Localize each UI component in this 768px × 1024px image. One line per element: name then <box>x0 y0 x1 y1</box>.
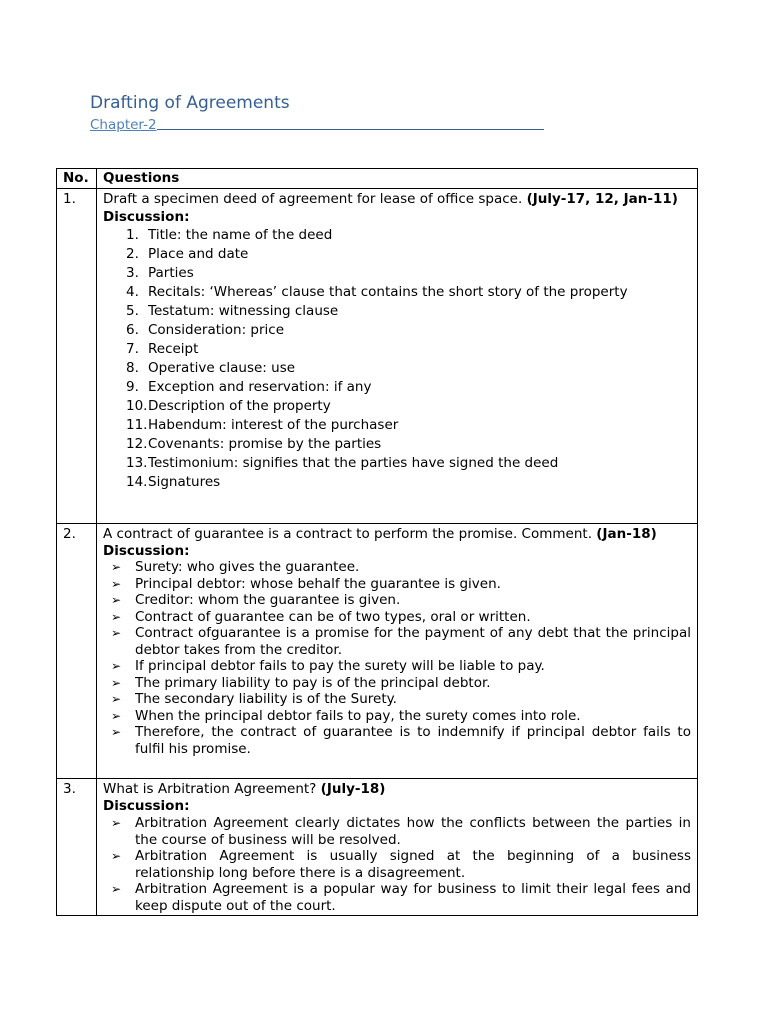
arrow-bullet-icon: ➢ <box>111 593 122 607</box>
list-item-text: Exception and reservation: if any <box>148 379 372 395</box>
table-header-row <box>57 169 698 189</box>
question-cell <box>97 189 698 524</box>
list-item <box>103 848 691 881</box>
list-item <box>103 264 691 283</box>
list-item-text: Habendum: interest of the purchaser <box>148 417 399 433</box>
list-item-number: 4. <box>126 284 139 300</box>
list-item-number: 14. <box>126 474 148 490</box>
chapter-label: Chapter-2 <box>90 117 157 133</box>
column-header-questions: Questions <box>97 169 698 189</box>
question-text <box>103 190 691 208</box>
subtitle-rule <box>157 129 544 130</box>
list-item-text: Arbitration Agreement is a popular way for business to limit their legal fees and keep dispute out of the court. <box>135 881 691 914</box>
list-item-text: Testimonium: signifies that the parties have signed the deed <box>148 455 559 471</box>
list-item <box>103 592 691 609</box>
list-item-text: Description of the property <box>148 398 331 414</box>
arrow-bullet-icon: ➢ <box>111 659 122 673</box>
question-body: A contract of guarantee is a contract to perform the promise. Comment. <box>103 526 592 542</box>
arrow-bullet-icon: ➢ <box>111 560 122 574</box>
list-item <box>103 302 691 321</box>
discussion-label: Discussion: <box>103 798 190 814</box>
question-text <box>103 780 691 798</box>
list-item-number: 10. <box>126 398 148 414</box>
list-item <box>103 724 691 757</box>
list-item-text: Arbitration Agreement is usually signed at the beginning of a business relationship long before there is a disagreement. <box>135 848 691 881</box>
list-item-number: 6. <box>126 322 139 338</box>
arrow-bullet-icon: ➢ <box>111 692 122 706</box>
list-item <box>103 473 691 492</box>
arrow-bullet-icon: ➢ <box>111 849 122 863</box>
bullet-list <box>103 559 691 757</box>
list-item-text: Signatures <box>148 474 221 490</box>
list-item-number: 5. <box>126 303 139 319</box>
list-item-number: 2. <box>126 246 139 262</box>
arrow-bullet-icon: ➢ <box>111 882 122 896</box>
questions-table <box>56 168 698 916</box>
list-item-text: Parties <box>148 265 194 281</box>
question-cell <box>97 779 698 916</box>
arrow-bullet-icon: ➢ <box>111 725 122 739</box>
row-number: 1. <box>57 189 97 524</box>
list-item-text: If principal debtor fails to pay the surety will be liable to pay. <box>135 658 545 674</box>
exam-reference: (Jan-18) <box>596 526 657 542</box>
list-item-number: 9. <box>126 379 139 395</box>
list-item <box>103 625 691 658</box>
list-item <box>103 708 691 725</box>
exam-reference: (July-17, 12, Jan-11) <box>526 191 678 207</box>
list-item <box>103 245 691 264</box>
arrow-bullet-icon: ➢ <box>111 816 122 830</box>
list-item-text: Surety: who gives the guarantee. <box>135 559 360 575</box>
list-item-text: Recitals: ‘Whereas’ clause that contains the short story of the property <box>148 284 628 300</box>
bullet-list <box>103 815 691 914</box>
arrow-bullet-icon: ➢ <box>111 708 122 723</box>
row-number: 3. <box>57 779 97 916</box>
list-item-text: Receipt <box>148 341 199 357</box>
question-body: Draft a specimen deed of agreement for lease of office space. <box>103 191 523 207</box>
question-text <box>103 525 691 543</box>
column-header-no: No. <box>57 169 97 189</box>
list-item-text: Creditor: whom the guarantee is given. <box>135 592 401 608</box>
list-item-text: Contract ofguarantee is a promise for the payment of any debt that the principal debtor takes from the creditor. <box>135 625 691 658</box>
list-item-number: 3. <box>126 265 139 281</box>
list-item-number: 12. <box>126 436 148 452</box>
list-item <box>103 881 691 914</box>
list-item-text: Arbitration Agreement clearly dictates how the conflicts between the parties in the course of business will be resolved. <box>135 815 691 848</box>
list-item-number: 7. <box>126 341 139 357</box>
arrow-bullet-icon: ➢ <box>111 576 122 591</box>
list-item <box>103 321 691 340</box>
list-item <box>103 435 691 454</box>
list-item-text: Title: the name of the deed <box>148 227 333 243</box>
arrow-bullet-icon: ➢ <box>111 675 122 690</box>
list-item-number: 11. <box>126 417 148 433</box>
list-item-number: 13. <box>126 455 148 471</box>
list-item <box>103 815 691 848</box>
discussion-label: Discussion: <box>103 209 190 225</box>
list-item <box>103 283 691 302</box>
table-row <box>57 189 698 524</box>
chapter-subtitle <box>90 117 544 133</box>
list-item-text: When the principal debtor fails to pay, the surety comes into role. <box>135 707 581 724</box>
list-item-text: Covenants: promise by the parties <box>148 436 382 452</box>
list-item-text: The primary liability to pay is of the principal debtor. <box>135 674 491 691</box>
row-number: 2. <box>57 524 97 779</box>
list-item <box>103 340 691 359</box>
arrow-bullet-icon: ➢ <box>111 626 122 640</box>
list-item-number: 1. <box>126 227 139 243</box>
exam-reference: (July-18) <box>320 781 386 797</box>
discussion-label: Discussion: <box>103 543 190 559</box>
list-item <box>103 576 691 593</box>
list-item-text: Principal debtor: whose behalf the guarantee is given. <box>135 575 501 592</box>
list-item <box>103 378 691 397</box>
list-item <box>103 454 691 473</box>
list-item <box>103 226 691 245</box>
numbered-list <box>103 226 691 492</box>
list-item <box>103 609 691 626</box>
list-item-text: The secondary liability is of the Surety. <box>135 691 397 707</box>
question-cell <box>97 524 698 779</box>
list-item-number: 8. <box>126 360 139 376</box>
list-item <box>103 416 691 435</box>
list-item-text: Testatum: witnessing clause <box>148 303 339 319</box>
list-item-text: Therefore, the contract of guarantee is to indemnify if principal debtor fails to fulfil his promise. <box>135 724 691 757</box>
list-item <box>103 658 691 675</box>
question-body: What is Arbitration Agreement? <box>103 781 317 797</box>
list-item-text: Operative clause: use <box>148 360 296 376</box>
list-item-text: Contract of guarantee can be of two types, oral or written. <box>135 608 531 625</box>
list-item <box>103 691 691 708</box>
table-row <box>57 779 698 916</box>
document-title: Drafting of Agreements <box>90 93 290 113</box>
list-item-text: Consideration: price <box>148 322 285 338</box>
table-row <box>57 524 698 779</box>
list-item <box>103 675 691 692</box>
arrow-bullet-icon: ➢ <box>111 609 122 624</box>
list-item-text: Place and date <box>148 246 249 262</box>
list-item <box>103 359 691 378</box>
list-item <box>103 397 691 416</box>
list-item <box>103 559 691 576</box>
